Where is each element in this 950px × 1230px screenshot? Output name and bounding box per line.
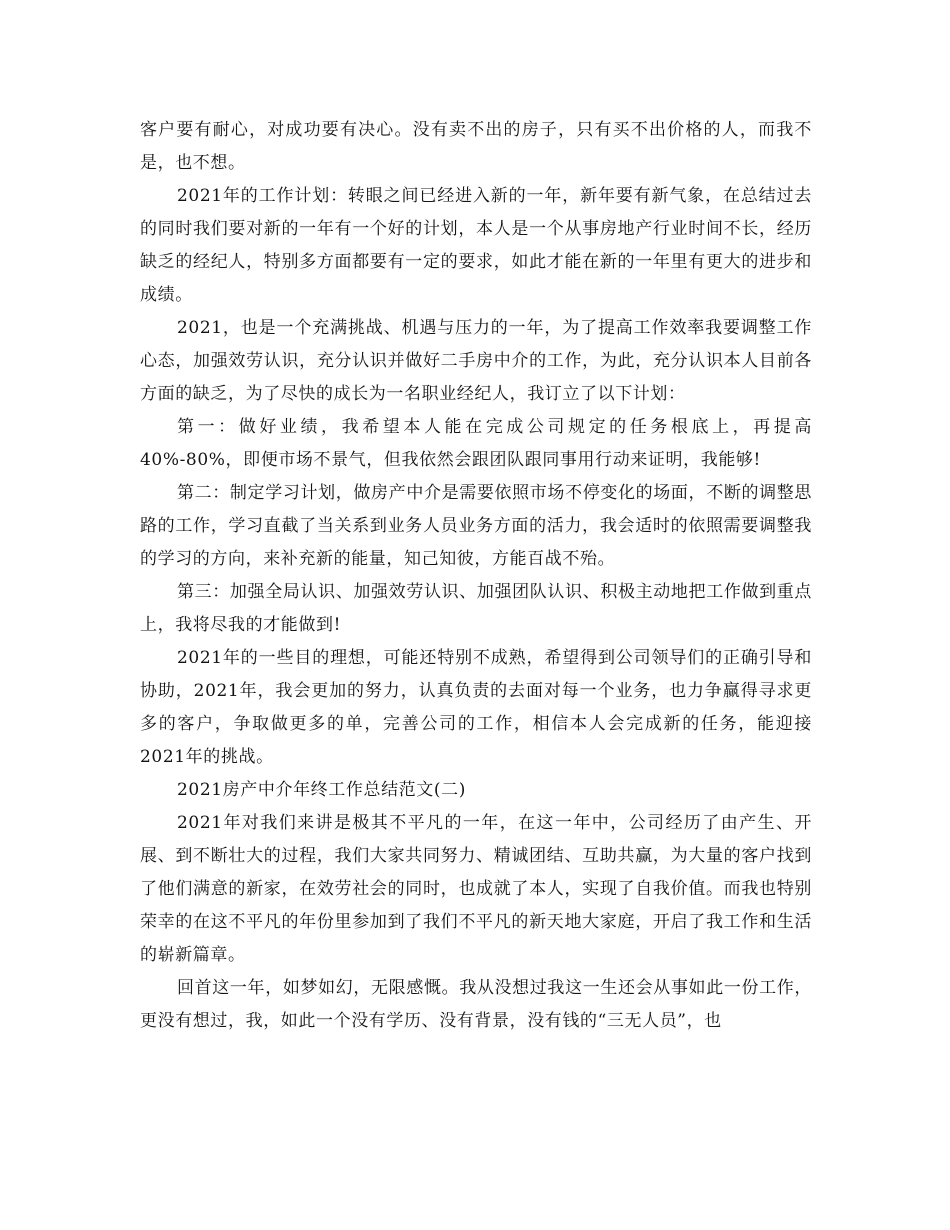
paragraph-continuation: 客户要有耐心，对成功要有决心。没有卖不出的房子，只有买不出价格的人，而我不是，也不想。 [140,120,812,173]
paragraph-reflection: 回首这一年，如梦如幻，无限感慨。我从没想过我这一生还会从事如此一份工作，更没有想过，我，如此一个没有学历、没有背景，没有钱的“三无人员”，也 [140,978,812,1031]
section-heading: 2021房产中介年终工作总结范文(二) [177,780,466,800]
paragraph-plan-third: 第三：加强全局认识、加强效劳认识、加强团队认识、积极主动地把工作做到重点上，我将尽我的才能做到! [140,582,812,635]
paragraph-goals: 2021年的一些目的理想，可能还特别不成熟，希望得到公司领导们的正确引导和协助，2021年，我会更加的努力，认真负责的去面对每一个业务，也力争赢得寻求更多的客户，争取做更多的单，完善公司的工作，相信本人会完成新的任务，能迎接2021年的挑战。 [140,648,812,767]
paragraph-year-review: 2021年对我们来讲是极其不平凡的一年，在这一年中，公司经历了由产生、开展、到不断壮大的过程，我们大家共同努力、精诚团结、互助共赢，为大量的客户找到了他们满意的新家，在效劳社会的同时，也成就了本人，实现了自我价值。而我也特别荣幸的在这不平凡的年份里参加到了我们不平凡的新天地大家庭，开启了我工作和生活的崭新篇章。 [140,813,812,965]
document-body [140,114,812,1038]
paragraph-work-plan: 2021年的工作计划：转眼之间已经进入新的一年，新年要有新气象，在总结过去的同时我们要对新的一年有一个好的计划，本人是一个从事房地产行业时间不长，经历缺乏的经纪人，特别多方面都要有一定的要求，如此才能在新的一年里有更大的进步和成绩。 [140,186,812,305]
paragraph-challenges: 2021，也是一个充满挑战、机遇与压力的一年，为了提高工作效率我要调整工作心态，加强效劳认识，充分认识并做好二手房中介的工作，为此，充分认识本人目前各方面的缺乏，为了尽快的成长为一名职业经纪人，我订立了以下计划： [140,318,812,404]
paragraph-plan-second: 第二：制定学习计划，做房产中介是需要依照市场不停变化的场面，不断的调整思路的工作，学习直截了当关系到业务人员业务方面的活力，我会适时的依照需要调整我的学习的方向，来补充新的能量，知己知彼，方能百战不殆。 [140,483,812,569]
paragraph-plan-first: 第一：做好业绩，我希望本人能在完成公司规定的任务根底上，再提高40%-80%，即便市场不景气，但我依然会跟团队跟同事用行动来证明，我能够! [140,417,812,470]
